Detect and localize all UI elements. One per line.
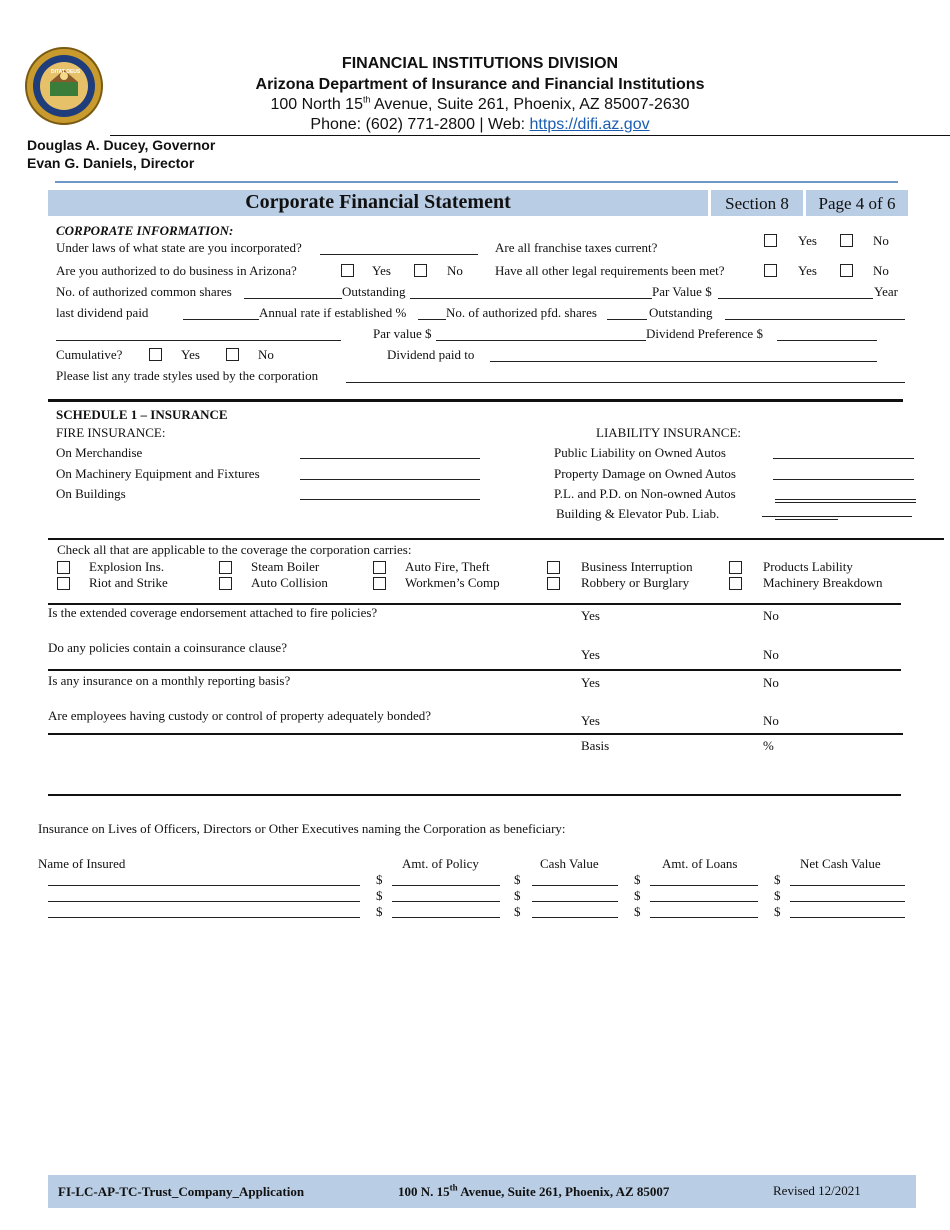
coverage-label: Auto Collision: [251, 575, 328, 590]
liability-item: Building & Elevator Pub. Liab.: [556, 506, 720, 521]
legal-no-label: No: [873, 263, 889, 278]
state-question: Under laws of what state are you incorporated?: [56, 240, 302, 255]
fire-item: On Buildings: [56, 486, 126, 501]
thick-divider: [48, 399, 903, 402]
bonded-yes[interactable]: Yes: [581, 713, 600, 728]
liability-item-field: [775, 502, 916, 503]
seal-icon: [24, 46, 104, 126]
policy-amount-field[interactable]: [392, 885, 500, 886]
common-shares-label: No. of authorized common shares: [56, 284, 232, 299]
last-dividend-label: last dividend paid: [56, 305, 149, 320]
bonded-question: Are employees having custody or control of property adequately bonded?: [48, 708, 432, 723]
coverage-label: Explosion Ins.: [89, 559, 165, 574]
liability-item-field[interactable]: [773, 479, 914, 480]
dollar-sign: $: [376, 904, 383, 919]
dollar-sign: $: [514, 888, 521, 903]
net-cash-field[interactable]: [790, 885, 905, 886]
liability-item-field[interactable]: [775, 499, 916, 500]
coverage-checkbox[interactable]: [219, 561, 232, 574]
franchise-no-label: No: [873, 233, 889, 248]
footer-form-id: FI-LC-AP-TC-Trust_Company_Application: [58, 1184, 305, 1199]
trade-styles-label: Please list any trade styles used by the corporation: [56, 368, 319, 383]
questions-mid-rule: [48, 669, 901, 671]
director-name: Evan G. Daniels, Director: [27, 155, 195, 171]
corporate-heading: CORPORATE INFORMATION:: [56, 223, 234, 238]
dollar-sign: $: [376, 888, 383, 903]
website-link[interactable]: https://difi.az.gov: [529, 116, 650, 133]
policy-amount-field[interactable]: [392, 917, 500, 918]
schedule-end-rule: [48, 794, 901, 796]
dollar-sign: $: [774, 904, 781, 919]
outstanding2-label: Outstanding: [649, 305, 713, 320]
state-field[interactable]: [320, 254, 478, 255]
coinsurance-no[interactable]: No: [763, 647, 779, 662]
fire-item: On Machinery Equipment and Fixtures: [56, 466, 260, 481]
authorized-yes-label: Yes: [372, 263, 391, 278]
coverage-label: Steam Boiler: [251, 559, 320, 574]
outstanding-field[interactable]: [410, 298, 652, 299]
column-header-policy: Amt. of Policy: [402, 856, 479, 871]
franchise-question: Are all franchise taxes current?: [495, 240, 658, 255]
loan-amount-field[interactable]: [650, 901, 758, 902]
division-title: FINANCIAL INSTITUTIONS DIVISION: [341, 55, 619, 72]
governor-name: Douglas A. Ducey, Governor: [27, 137, 216, 153]
fire-item: On Merchandise: [56, 445, 143, 460]
blue-rule: [55, 181, 898, 183]
fire-item-field[interactable]: [300, 479, 480, 480]
column-header-cash-value: Cash Value: [540, 856, 599, 871]
outstanding-label: Outstanding: [342, 284, 406, 299]
coverage-checkbox[interactable]: [219, 577, 232, 590]
legal-no-checkbox[interactable]: [840, 264, 853, 277]
questions-bottom-rule: [48, 733, 903, 735]
liability-item: Public Liability on Owned Autos: [554, 445, 726, 460]
legal-yes-label: Yes: [798, 263, 817, 278]
dollar-sign: $: [634, 904, 641, 919]
trade-styles-field[interactable]: [346, 382, 905, 383]
policy-amount-field[interactable]: [392, 901, 500, 902]
cash-value-field[interactable]: [532, 917, 618, 918]
state-seal: [24, 46, 104, 126]
footer-address: 100 N. 15th Avenue, Suite 261, Phoenix, AZ 85007: [398, 1182, 670, 1199]
dividend-pref-field[interactable]: [777, 340, 877, 341]
dollar-sign: $: [634, 872, 641, 887]
coverage-label: Business Interruption: [581, 559, 693, 574]
pfd-shares-field[interactable]: [607, 319, 647, 320]
extended-no[interactable]: No: [763, 608, 779, 623]
extended-yes[interactable]: Yes: [581, 608, 600, 623]
coverage-label: Riot and Strike: [89, 575, 168, 590]
cumulative-no-label: No: [258, 347, 274, 362]
department-address: 100 North 15th Avenue, Suite 261, Phoenix, AZ 85007-2630: [270, 94, 690, 113]
loan-amount-field[interactable]: [650, 885, 758, 886]
basis-label: Basis: [581, 738, 610, 753]
coverage-checkbox[interactable]: [57, 561, 70, 574]
life-insurance-intro: Insurance on Lives of Officers, Directors or Other Executives naming the Corporation as beneficiary:: [38, 821, 566, 836]
liability-item-field[interactable]: [773, 458, 914, 459]
coverage-label: Products Lability: [763, 559, 853, 574]
legal-yes-checkbox[interactable]: [764, 264, 777, 277]
coinsurance-question: Do any policies contain a coinsurance clause?: [48, 640, 287, 655]
coverage-checkbox[interactable]: [373, 577, 386, 590]
liability-item-field: [775, 519, 838, 520]
par-value-label: Par Value $: [652, 284, 712, 299]
schedule1-heading: SCHEDULE 1 – INSURANCE: [56, 407, 228, 422]
authorized-no-label: No: [447, 263, 463, 278]
department-name: Arizona Department of Insurance and Financial Institutions: [255, 76, 705, 93]
form-title: Corporate Financial Statement: [245, 191, 511, 213]
liability-insurance-heading: LIABILITY INSURANCE:: [596, 425, 742, 440]
coverage-label: Auto Fire, Theft: [405, 559, 490, 574]
net-cash-field[interactable]: [790, 917, 905, 918]
loan-amount-field[interactable]: [650, 917, 758, 918]
liability-item-field[interactable]: [762, 516, 912, 517]
dividend-paid-to-label: Dividend paid to: [387, 347, 475, 362]
footer-revised: Revised 12/2021: [773, 1183, 861, 1198]
blank-field[interactable]: [56, 340, 341, 341]
year-label: Year: [874, 284, 898, 299]
liability-item: Property Damage on Owned Autos: [554, 466, 736, 481]
coverage-intro: Check all that are applicable to the coverage the corporation carries:: [57, 542, 412, 557]
coverage-checkbox[interactable]: [547, 561, 560, 574]
cumulative-yes-label: Yes: [181, 347, 200, 362]
monthly-no[interactable]: No: [763, 675, 779, 690]
net-cash-field[interactable]: [790, 901, 905, 902]
column-header-loans: Amt. of Loans: [662, 856, 738, 871]
insured-name-field[interactable]: [48, 917, 360, 918]
insured-name-field[interactable]: [48, 901, 360, 902]
par-value2-label: Par value $: [373, 326, 432, 341]
column-header-name: Name of Insured: [38, 856, 126, 871]
liability-item: P.L. and P.D. on Non-owned Autos: [554, 486, 736, 501]
dollar-sign: $: [774, 888, 781, 903]
page-label: Page 4 of 6: [818, 194, 896, 213]
coverage-label: Workmen’s Comp: [405, 575, 500, 590]
seal-text: DITAT DEUS: [51, 69, 81, 75]
authorized-yes-checkbox[interactable]: [341, 264, 354, 277]
par-value2-field[interactable]: [436, 340, 646, 341]
cash-value-field[interactable]: [532, 885, 618, 886]
coverage-checkbox[interactable]: [373, 561, 386, 574]
monthly-yes[interactable]: Yes: [581, 675, 600, 690]
franchise-no-checkbox[interactable]: [840, 234, 853, 247]
coverage-label: Machinery Breakdown: [763, 575, 883, 590]
cumulative-label: Cumulative?: [56, 347, 123, 362]
contact-line: Phone: (602) 771-2800 | Web: https://difi.az.gov: [310, 116, 650, 133]
dividend-pref-label: Dividend Preference $: [646, 326, 763, 341]
par-value-field[interactable]: [718, 298, 873, 299]
dollar-sign: $: [514, 904, 521, 919]
authorized-question: Are you authorized to do business in Arizona?: [56, 263, 297, 278]
fire-item-field[interactable]: [300, 458, 480, 459]
fire-insurance-heading: FIRE INSURANCE:: [56, 425, 166, 440]
franchise-yes-checkbox[interactable]: [764, 234, 777, 247]
legal-question: Have all other legal requirements been met?: [495, 263, 725, 278]
dividend-paid-to-field[interactable]: [490, 361, 877, 362]
dollar-sign: $: [514, 872, 521, 887]
coverage-checkbox[interactable]: [729, 561, 742, 574]
annual-rate-label: Annual rate if established %: [259, 305, 407, 320]
cumulative-yes-checkbox[interactable]: [149, 348, 162, 361]
pfd-shares-label: No. of authorized pfd. shares: [446, 305, 597, 320]
bonded-no[interactable]: No: [763, 713, 779, 728]
extended-question: Is the extended coverage endorsement attached to fire policies?: [48, 605, 378, 620]
coverage-label: Robbery or Burglary: [581, 575, 690, 590]
coinsurance-yes[interactable]: Yes: [581, 647, 600, 662]
cumulative-no-checkbox[interactable]: [226, 348, 239, 361]
dollar-sign: $: [376, 872, 383, 887]
monthly-question: Is any insurance on a monthly reporting basis?: [48, 673, 291, 688]
annual-rate-field[interactable]: [418, 319, 446, 320]
cash-value-field[interactable]: [532, 901, 618, 902]
dollar-sign: $: [774, 872, 781, 887]
coverage-checkbox[interactable]: [57, 577, 70, 590]
coverage-checkbox[interactable]: [729, 577, 742, 590]
percent-label: %: [763, 738, 774, 753]
column-header-net-cash: Net Cash Value: [800, 856, 881, 871]
franchise-yes-label: Yes: [798, 233, 817, 248]
insured-name-field[interactable]: [48, 885, 360, 886]
common-shares-field[interactable]: [244, 298, 342, 299]
authorized-no-checkbox[interactable]: [414, 264, 427, 277]
header-rule: [110, 135, 950, 136]
coverage-checkbox[interactable]: [547, 577, 560, 590]
coverage-divider: [48, 538, 944, 540]
outstanding2-field[interactable]: [725, 319, 905, 320]
last-dividend-field[interactable]: [183, 319, 259, 320]
fire-item-field[interactable]: [300, 499, 480, 500]
section-label: Section 8: [725, 194, 789, 213]
dollar-sign: $: [634, 888, 641, 903]
